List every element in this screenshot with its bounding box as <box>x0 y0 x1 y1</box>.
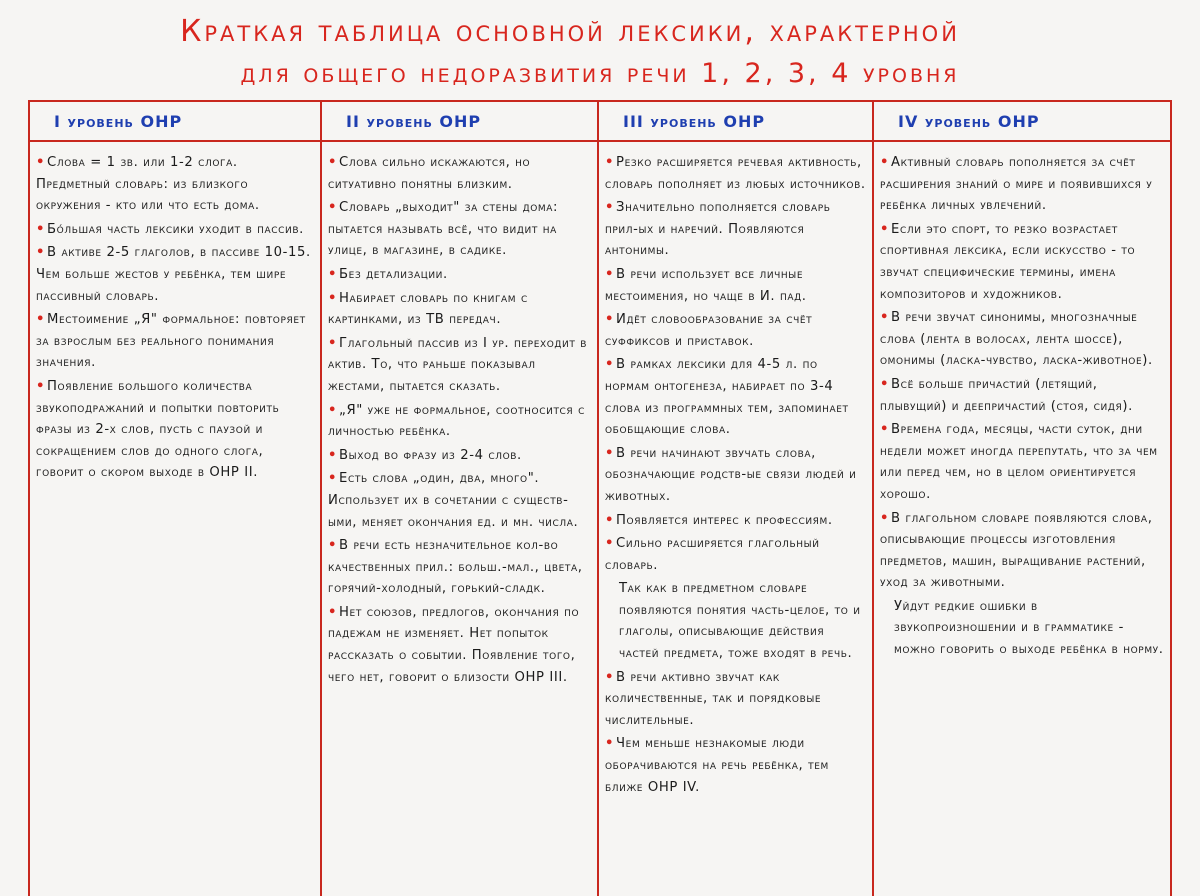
list-item <box>605 578 866 664</box>
list-item-text: Слова сильно искажаются, но ситуативно понятны близким. <box>328 155 531 192</box>
list-item-text: Набирает словарь по книгам с картинками, из ТВ передач. <box>328 290 528 328</box>
list-item <box>880 374 1164 417</box>
column-header: III уровень ОНР <box>599 102 872 142</box>
bullet-icon: • <box>605 312 615 328</box>
list-item <box>605 667 866 732</box>
list-item <box>328 197 591 262</box>
list-item <box>880 596 1164 661</box>
bullet-icon: • <box>880 310 890 326</box>
column-body <box>599 142 872 800</box>
bullet-icon: • <box>880 376 890 392</box>
bullet-icon: • <box>36 155 46 170</box>
bullet-icon: • <box>605 512 615 528</box>
bullet-icon: • <box>605 445 615 461</box>
bullet-icon: • <box>36 245 46 261</box>
bullet-icon: • <box>880 155 890 170</box>
list-item <box>328 602 591 688</box>
column-header: I уровень ОНР <box>30 102 320 142</box>
list-item <box>880 152 1164 217</box>
list-item-text: Если это спорт, то резко возрастает спортивная лексика, если искусство - то звучат специфические термины, имена композиторов и художников. <box>880 221 1136 302</box>
bullet-icon: • <box>605 357 615 373</box>
column-level-2 <box>322 102 599 896</box>
list-item <box>605 510 866 532</box>
bullet-icon: • <box>880 422 890 438</box>
list-item <box>880 419 1164 505</box>
levels-table <box>28 100 1172 896</box>
list-item <box>328 400 591 443</box>
list-item-text: Есть слова „один, два, много". Использует их в сочетании с существ-ыми, меняет окончания ед. и мн. числа. <box>328 471 579 530</box>
list-item-text: Появляется интерес к профессиям. <box>616 512 833 528</box>
bullet-icon: • <box>328 447 338 463</box>
list-item <box>328 445 591 467</box>
bullet-icon: • <box>328 200 338 216</box>
list-item <box>605 197 866 262</box>
bullet-icon: • <box>605 669 615 685</box>
list-item-text: Словарь „выходит" за стены дома: пытается называть всё, что видит на улице, в магазине, в садике. <box>328 200 559 259</box>
list-item-text: Чем меньше незнакомые люди оборачиваются на речь ребёнка, тем ближе ОНР IV. <box>605 736 829 795</box>
list-item-text: В речи активно звучат как количественные, так и порядковые числительные. <box>605 669 822 728</box>
list-item-text: В речи есть незначительное кол-во качественных прил.: больш.-мал., цвета, горячий-холодный, горький-сладк. <box>328 538 583 597</box>
bullet-icon: • <box>36 221 46 237</box>
column-header: II уровень ОНР <box>322 102 597 142</box>
bullet-icon: • <box>880 510 890 526</box>
list-item <box>36 242 314 307</box>
list-item-text: Так как в предметном словаре появляются понятия часть-целое, то и глаголы, описывающие действия частей предмета, тоже входят в речь. <box>619 581 861 662</box>
bullet-icon: • <box>605 266 615 282</box>
bullet-icon: • <box>36 378 46 394</box>
column-header: IV уровень ОНР <box>874 102 1170 142</box>
list-item-text: В рамках лексики для 4-5 л. по нормам онтогенеза, набирает по 3-4 слова из программных тем, запоминает обобщающие слова. <box>605 357 849 438</box>
bullet-icon: • <box>328 155 338 170</box>
column-body <box>30 142 320 486</box>
list-item <box>880 307 1164 372</box>
column-level-1 <box>30 102 322 896</box>
bullet-icon: • <box>605 736 615 752</box>
list-item-text: Сильно расширяется глагольный словарь. <box>605 536 820 573</box>
list-item <box>880 219 1164 305</box>
bullet-icon: • <box>605 200 615 216</box>
list-item-text: В активе 2-5 глаголов, в пассиве 10-15. Чем больше жестов у ребёнка, тем шире пассивный словарь. <box>36 245 311 304</box>
list-item-text: В глагольном словаре появляются слова, описывающие процессы изготовления предметов, машин, выращивание растений, уход за животными. <box>880 510 1153 591</box>
bullet-icon: • <box>328 266 338 282</box>
bullet-icon: • <box>328 538 338 554</box>
list-item <box>605 309 866 352</box>
list-item <box>605 443 866 508</box>
list-item-text: Времена года, месяцы, части суток, дни недели может иногда перепутать, что за чем или перед чем, но в целом ориентируется хорошо. <box>880 422 1158 502</box>
bullet-icon: • <box>36 312 46 328</box>
list-item <box>605 533 866 576</box>
list-item <box>605 733 866 798</box>
list-item-text: „Я" уже не формальное, соотносится с личностью ребёнка. <box>328 402 585 440</box>
list-item <box>328 264 591 286</box>
list-item-text: Всё больше причастий (летящий, плывущий) и деепричастий (стоя, сидя). <box>880 376 1133 414</box>
list-item <box>36 309 314 374</box>
list-item <box>36 219 314 241</box>
list-item-text: Нет союзов, предлогов, окончания по падежам не изменяет. Нет попыток рассказать о событии. Появление того, чего нет, говорит о близости ОНР III. <box>328 604 580 685</box>
bullet-icon: • <box>605 155 615 170</box>
list-item-text: Без детализации. <box>339 266 448 282</box>
bullet-icon: • <box>880 221 890 237</box>
bullet-icon: • <box>328 471 338 487</box>
list-item-text: В речи использует все личные местоимения, но чаще в И. пад. <box>605 266 807 304</box>
list-item-text: Резко расширяется речевая активность, словарь пополняет из любых источников. <box>605 155 866 192</box>
column-level-3 <box>599 102 874 896</box>
poster-title-line-2: для общего недоразвития речи 1, 2, 3, 4 уровня <box>240 58 960 89</box>
column-body <box>874 142 1170 663</box>
list-item <box>328 152 591 195</box>
list-item <box>328 288 591 331</box>
list-item-text: Местоимение „Я" формальное: повторяет за взрослым без реального понимания значения. <box>36 312 306 371</box>
list-item <box>328 468 591 533</box>
poster-title-line-1: Краткая таблица основной лексики, характерной <box>180 14 960 49</box>
list-item <box>605 354 866 440</box>
list-item-text: Уйдут редкие ошибки в звукопроизношении и в грамматике - можно говорить о выходе ребёнка в норму. <box>894 598 1164 658</box>
list-item <box>36 152 314 217</box>
list-item <box>605 152 866 195</box>
bullet-icon: • <box>328 604 338 620</box>
list-item-text: Слова = 1 зв. или 1-2 слога. Предметный словарь: из близкого окружения - кто или что есть дома. <box>36 155 260 214</box>
list-item-text: Выход во фразу из 2-4 слов. <box>339 447 522 463</box>
list-item-text: Идёт словообразование за счёт суффиксов и приставок. <box>605 312 813 349</box>
list-item-text: Бо́льшая часть лексики уходит в пассив. <box>47 221 304 237</box>
list-item <box>605 264 866 307</box>
list-item <box>36 376 314 484</box>
bullet-icon: • <box>605 536 615 552</box>
bullet-icon: • <box>328 290 338 306</box>
list-item <box>880 508 1164 594</box>
list-item <box>328 333 591 398</box>
list-item <box>328 535 591 600</box>
list-item-text: В речи начинают звучать слова, обозначающие родств-ые связи людей и животных. <box>605 445 857 504</box>
list-item-text: Появление большого количества звукоподражаний и попытки повторить фразы из 2-х слов, пусть с паузой и сокращением слов до одного слога, говорит о скором выходе в ОНР II. <box>36 378 280 481</box>
column-level-4 <box>874 102 1172 896</box>
list-item-text: Глагольный пассив из I ур. переходит в актив. То, что раньше показывал жестами, пытается сказать. <box>328 335 588 394</box>
list-item-text: Активный словарь пополняется за счёт расширения знаний о мире и появившихся у ребёнка личных увлечений. <box>880 155 1153 214</box>
list-item-text: В речи звучат синонимы, многозначные слова (лента в волосах, лента шоссе), омонимы (ласка-чувство, ласка-животное). <box>880 310 1153 369</box>
bullet-icon: • <box>328 335 338 351</box>
column-body <box>322 142 597 690</box>
list-item-text: Значительно пополняется словарь прил-ых и наречий. Появляются антонимы. <box>605 200 831 259</box>
bullet-icon: • <box>328 402 338 418</box>
